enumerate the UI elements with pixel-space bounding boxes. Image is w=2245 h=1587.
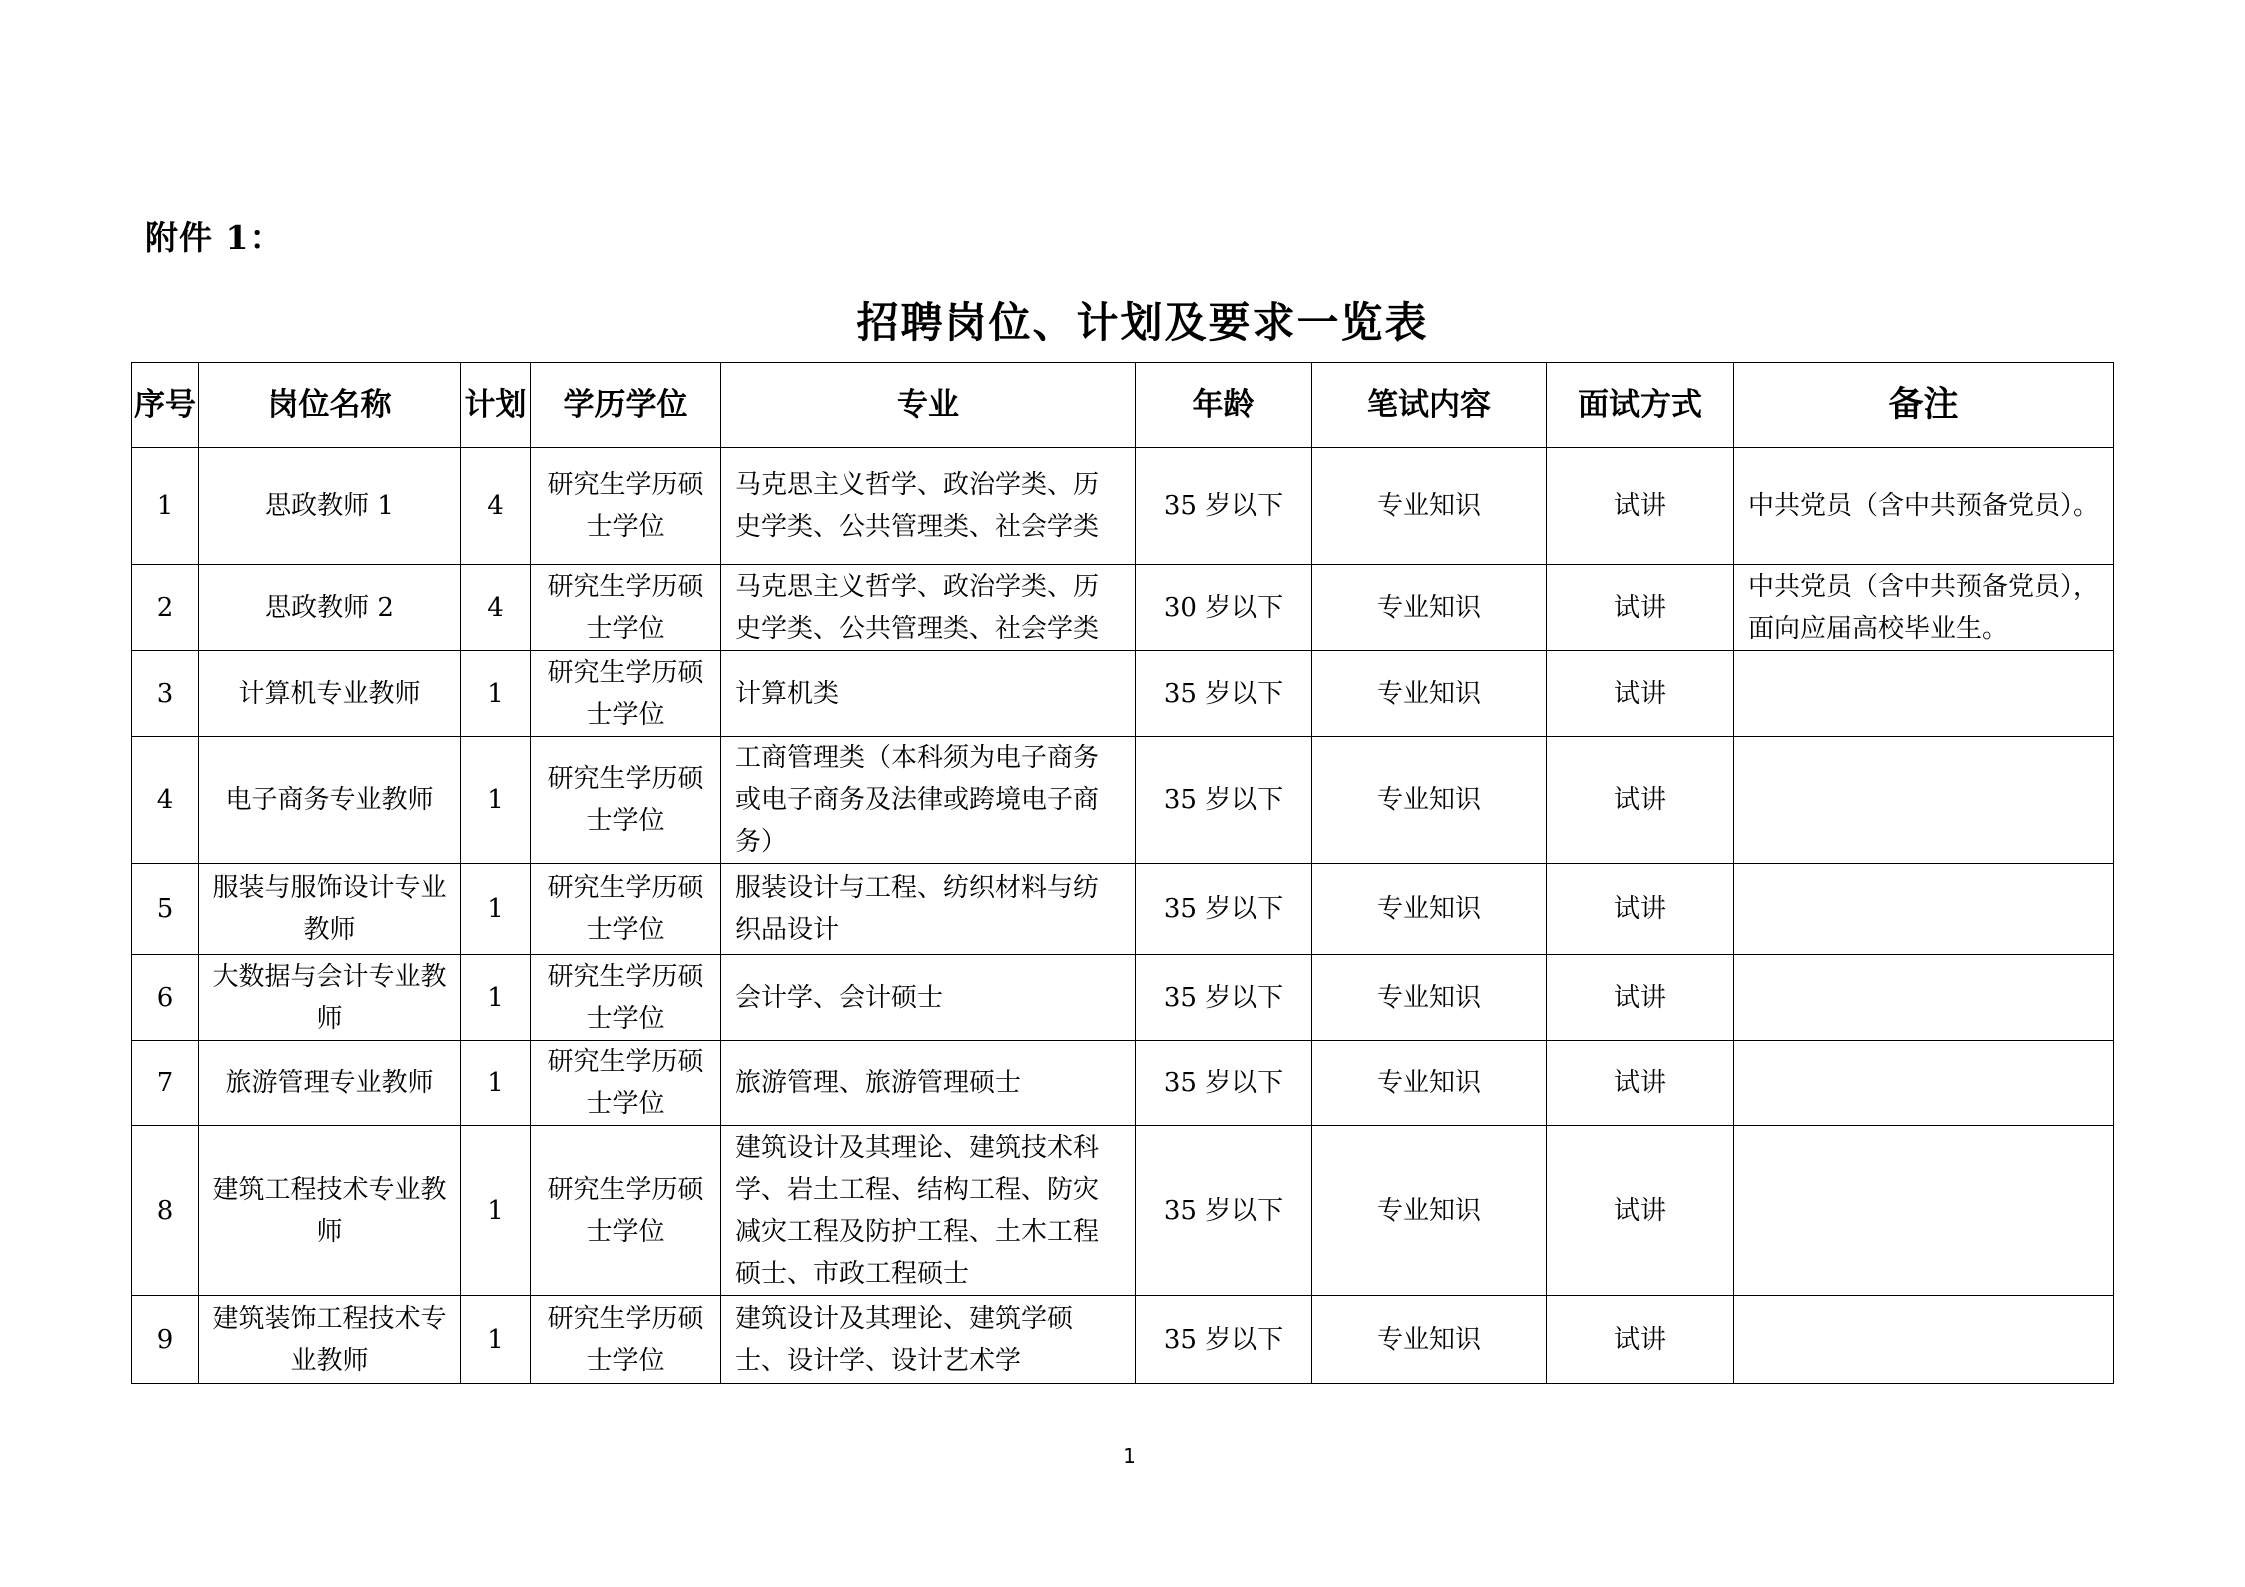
table-row (132, 1296, 2114, 1384)
header-age: 年龄 (1136, 363, 1312, 448)
cell-position: 旅游管理专业教师 (199, 1041, 461, 1126)
cell-written: 专业知识 (1312, 565, 1547, 651)
cell-remarks (1734, 1041, 2114, 1126)
cell-position: 建筑装饰工程技术专业教师 (199, 1296, 461, 1384)
cell-position: 思政教师 2 (199, 565, 461, 651)
cell-seq: 8 (132, 1126, 199, 1296)
cell-plan: 1 (461, 1296, 531, 1384)
cell-plan: 1 (461, 864, 531, 955)
cell-written: 专业知识 (1312, 651, 1547, 737)
cell-position: 服装与服饰设计专业教师 (199, 864, 461, 955)
cell-education: 研究生学历硕士学位 (531, 1041, 721, 1126)
cell-remarks (1734, 955, 2114, 1041)
header-row (132, 363, 2114, 448)
cell-seq: 2 (132, 565, 199, 651)
cell-interview: 试讲 (1547, 651, 1734, 737)
cell-age: 35 岁以下 (1136, 1041, 1312, 1126)
cell-plan: 4 (461, 565, 531, 651)
cell-age: 35 岁以下 (1136, 955, 1312, 1041)
cell-interview: 试讲 (1547, 1296, 1734, 1384)
cell-major: 马克思主义哲学、政治学类、历史学类、公共管理类、社会学类 (721, 565, 1136, 651)
cell-age: 35 岁以下 (1136, 448, 1312, 565)
cell-seq: 4 (132, 737, 199, 864)
cell-plan: 1 (461, 737, 531, 864)
cell-position: 建筑工程技术专业教师 (199, 1126, 461, 1296)
cell-education: 研究生学历硕士学位 (531, 565, 721, 651)
cell-remarks (1734, 1126, 2114, 1296)
cell-major: 会计学、会计硕士 (721, 955, 1136, 1041)
cell-plan: 1 (461, 1041, 531, 1126)
header-interview: 面试方式 (1547, 363, 1734, 448)
cell-position: 大数据与会计专业教师 (199, 955, 461, 1041)
header-position: 岗位名称 (199, 363, 461, 448)
cell-written: 专业知识 (1312, 1126, 1547, 1296)
cell-remarks (1734, 737, 2114, 864)
table-row (132, 448, 2114, 565)
header-education: 学历学位 (531, 363, 721, 448)
table-row (132, 864, 2114, 955)
header-remarks: 备注 (1734, 363, 2114, 448)
header-written: 笔试内容 (1312, 363, 1547, 448)
cell-seq: 7 (132, 1041, 199, 1126)
cell-position: 计算机专业教师 (199, 651, 461, 737)
cell-remarks: 中共党员（含中共预备党员），面向应届高校毕业生。 (1734, 565, 2114, 651)
cell-seq: 3 (132, 651, 199, 737)
cell-age: 30 岁以下 (1136, 565, 1312, 651)
cell-age: 35 岁以下 (1136, 1296, 1312, 1384)
cell-position: 思政教师 1 (199, 448, 461, 565)
cell-interview: 试讲 (1547, 864, 1734, 955)
cell-remarks (1734, 1296, 2114, 1384)
cell-education: 研究生学历硕士学位 (531, 448, 721, 565)
cell-written: 专业知识 (1312, 1296, 1547, 1384)
cell-plan: 1 (461, 651, 531, 737)
cell-seq: 9 (132, 1296, 199, 1384)
cell-major: 计算机类 (721, 651, 1136, 737)
table-row (132, 737, 2114, 864)
cell-seq: 1 (132, 448, 199, 565)
table-row (132, 1126, 2114, 1296)
cell-remarks (1734, 651, 2114, 737)
cell-age: 35 岁以下 (1136, 1126, 1312, 1296)
attachment-label: 附件 1： (145, 218, 284, 257)
cell-written: 专业知识 (1312, 1041, 1547, 1126)
cell-written: 专业知识 (1312, 737, 1547, 864)
cell-position: 电子商务专业教师 (199, 737, 461, 864)
cell-seq: 6 (132, 955, 199, 1041)
header-seq: 序号 (132, 363, 199, 448)
cell-written: 专业知识 (1312, 448, 1547, 565)
cell-interview: 试讲 (1547, 448, 1734, 565)
cell-written: 专业知识 (1312, 955, 1547, 1041)
cell-interview: 试讲 (1547, 955, 1734, 1041)
cell-major: 建筑设计及其理论、建筑技术科学、岩土工程、结构工程、防灾减灾工程及防护工程、土木工程硕士、市政工程硕士 (721, 1126, 1136, 1296)
cell-education: 研究生学历硕士学位 (531, 1126, 721, 1296)
table-row (132, 565, 2114, 651)
cell-interview: 试讲 (1547, 565, 1734, 651)
cell-education: 研究生学历硕士学位 (531, 955, 721, 1041)
cell-education: 研究生学历硕士学位 (531, 737, 721, 864)
cell-major: 马克思主义哲学、政治学类、历史学类、公共管理类、社会学类 (721, 448, 1136, 565)
cell-plan: 1 (461, 955, 531, 1041)
cell-interview: 试讲 (1547, 1041, 1734, 1126)
cell-major: 工商管理类（本科须为电子商务或电子商务及法律或跨境电子商务） (721, 737, 1136, 864)
page-title: 招聘岗位、计划及要求一览表 (856, 298, 1429, 347)
cell-education: 研究生学历硕士学位 (531, 864, 721, 955)
cell-education: 研究生学历硕士学位 (531, 651, 721, 737)
table-row (132, 1041, 2114, 1126)
cell-education: 研究生学历硕士学位 (531, 1296, 721, 1384)
cell-age: 35 岁以下 (1136, 651, 1312, 737)
cell-major: 旅游管理、旅游管理硕士 (721, 1041, 1136, 1126)
header-major: 专业 (721, 363, 1136, 448)
table-row (132, 955, 2114, 1041)
cell-interview: 试讲 (1547, 1126, 1734, 1296)
cell-remarks: 中共党员（含中共预备党员）。 (1734, 448, 2114, 565)
cell-major: 建筑设计及其理论、建筑学硕士、设计学、设计艺术学 (721, 1296, 1136, 1384)
table-row (132, 651, 2114, 737)
cell-plan: 1 (461, 1126, 531, 1296)
cell-plan: 4 (461, 448, 531, 565)
cell-remarks (1734, 864, 2114, 955)
page-number: 1 (1123, 1444, 1136, 1468)
cell-major: 服装设计与工程、纺织材料与纺织品设计 (721, 864, 1136, 955)
cell-seq: 5 (132, 864, 199, 955)
cell-age: 35 岁以下 (1136, 737, 1312, 864)
cell-interview: 试讲 (1547, 737, 1734, 864)
cell-written: 专业知识 (1312, 864, 1547, 955)
recruitment-table (131, 362, 2114, 1384)
header-plan: 计划 (461, 363, 531, 448)
cell-age: 35 岁以下 (1136, 864, 1312, 955)
